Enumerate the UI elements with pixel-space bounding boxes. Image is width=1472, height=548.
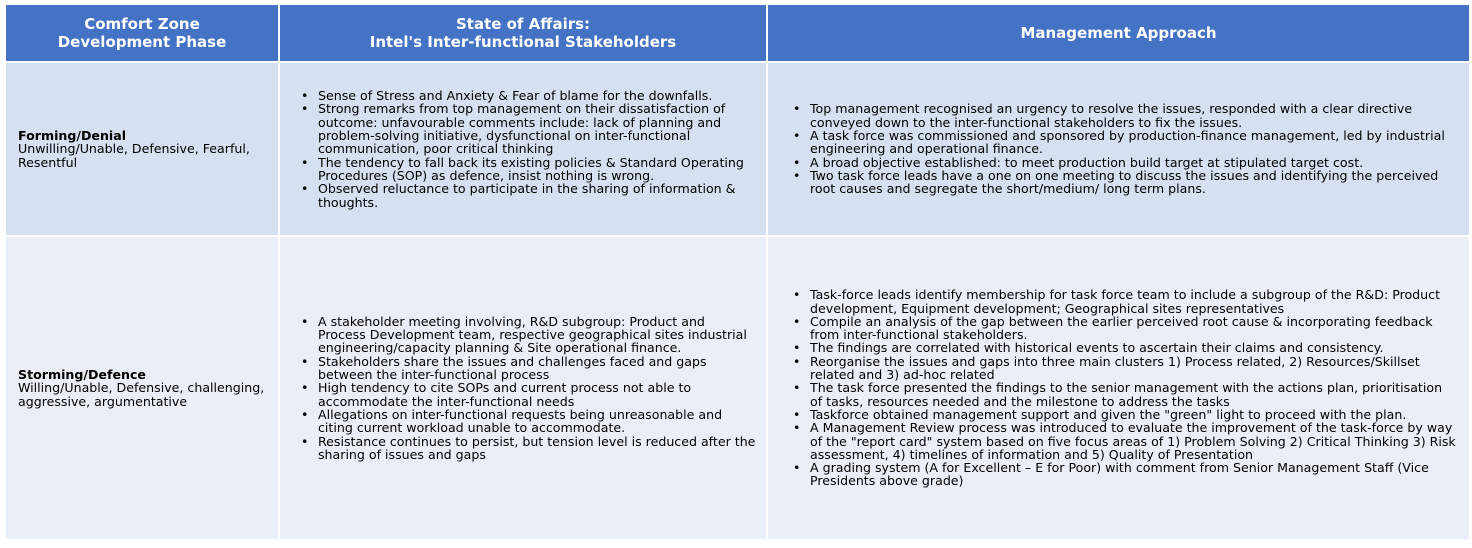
list-item: • The task force presented the findings to the senior management with the actions plan, prioritisation of tasks, resources needed and the milestone to address the tasks xyxy=(810,381,1457,408)
list-item: • Stakeholders share the issues and challenges faced and gaps between the inter-functional process xyxy=(318,355,756,382)
list-item: • Resistance continues to persist, but tension level is reduced after the sharing of issues and gaps xyxy=(318,435,756,462)
list-item: • Sense of Stress and Anxiety & Fear of blame for the downfalls. xyxy=(318,89,756,102)
header-state-line1: State of Affairs: xyxy=(455,15,591,33)
header-phase-line1: Comfort Zone xyxy=(84,15,200,33)
header-phase-line2: Development Phase xyxy=(57,33,227,51)
list-item: • High tendency to cite SOPs and current process not able to accommodate the inter-functional needs xyxy=(318,381,756,408)
header-state-line2: Intel's Inter-functional Stakeholders xyxy=(369,33,677,51)
list-item: • Compile an analysis of the gap between the earlier perceived root cause & incorporating feedback from inter-functional stakeholders. xyxy=(810,315,1457,342)
table-row xyxy=(5,236,1470,540)
table-row xyxy=(5,62,1470,236)
list-item: • A Management Review process was introduced to evaluate the improvement of the task-force by way of the "report card" system based on five focus areas of 1) Problem Solving 2) Critical Thinking 3) Risk assessment, 4) timelines of information and 5) Quality of Presentation xyxy=(810,421,1457,461)
phase-description: Unwilling/Unable, Defensive, Fearful, Resentful xyxy=(18,141,250,170)
list-item: • A grading system (A for Excellent – E for Poor) with comment from Senior Management Staff (Vice Presidents above grade) xyxy=(810,461,1457,488)
list-item: • A stakeholder meeting involving, R&D subgroup: Product and Process Development team, respective geographical sites industrial engineering/capacity planning & Site operational finance. xyxy=(318,315,756,355)
list-item: • Reorganise the issues and gaps into three main clusters 1) Process related, 2) Resources/Skillset related and 3) ad-hoc related xyxy=(810,355,1457,382)
header-row xyxy=(5,4,1470,62)
comfort-zone-table xyxy=(4,3,1471,541)
list-item: • Task-force leads identify membership for task force team to include a subgroup of the R&D: Product development, Equipment development; Geographical sites representatives xyxy=(810,288,1457,315)
phase-title: Storming/Defence xyxy=(18,367,146,383)
list-item: • A broad objective established: to meet production build target at stipulated target cost. xyxy=(810,156,1457,169)
list-item: • Taskforce obtained management support and given the "green" light to proceed with the plan. xyxy=(810,408,1457,421)
list-item: • A task force was commissioned and sponsored by production-finance management, led by industrial engineering and operational finance. xyxy=(810,129,1457,156)
state-list xyxy=(296,89,756,209)
list-item: • The findings are correlated with historical events to ascertain their claims and consistency. xyxy=(810,341,1457,354)
phase-description: Willing/Unable, Defensive, challenging, aggressive, argumentative xyxy=(18,380,265,409)
header-approach: Management Approach xyxy=(767,4,1470,62)
list-item: • Top management recognised an urgency to resolve the issues, responded with a clear directive conveyed down to the inter-functional stakeholders to fix the issues. xyxy=(810,102,1457,129)
phase-cell xyxy=(5,62,279,236)
state-cell xyxy=(279,62,767,236)
list-item: • Two task force leads have a one on one meeting to discuss the issues and identifying the perceived root causes and segregate the short/medium/ long term plans. xyxy=(810,169,1457,196)
list-item: • Allegations on inter-functional requests being unreasonable and citing current workload unable to accommodate. xyxy=(318,408,756,435)
state-list xyxy=(296,315,756,461)
list-item: • Strong remarks from top management on their dissatisfaction of outcome: unfavourable comments include: lack of planning and problem-solving initiative, dysfunctional on inter-functional communication, poor critical thinking xyxy=(318,102,756,155)
list-item: • The tendency to fall back its existing policies & Standard Operating Procedures (SOP) as defence, insist nothing is wrong. xyxy=(318,156,756,183)
approach-list xyxy=(788,288,1457,487)
list-item: • Observed reluctance to participate in the sharing of information & thoughts. xyxy=(318,182,756,209)
phase-cell xyxy=(5,236,279,540)
approach-list xyxy=(788,102,1457,195)
header-state xyxy=(279,4,767,62)
phase-title: Forming/Denial xyxy=(18,128,127,144)
state-cell xyxy=(279,236,767,540)
approach-cell xyxy=(767,236,1470,540)
header-phase xyxy=(5,4,279,62)
approach-cell xyxy=(767,62,1470,236)
